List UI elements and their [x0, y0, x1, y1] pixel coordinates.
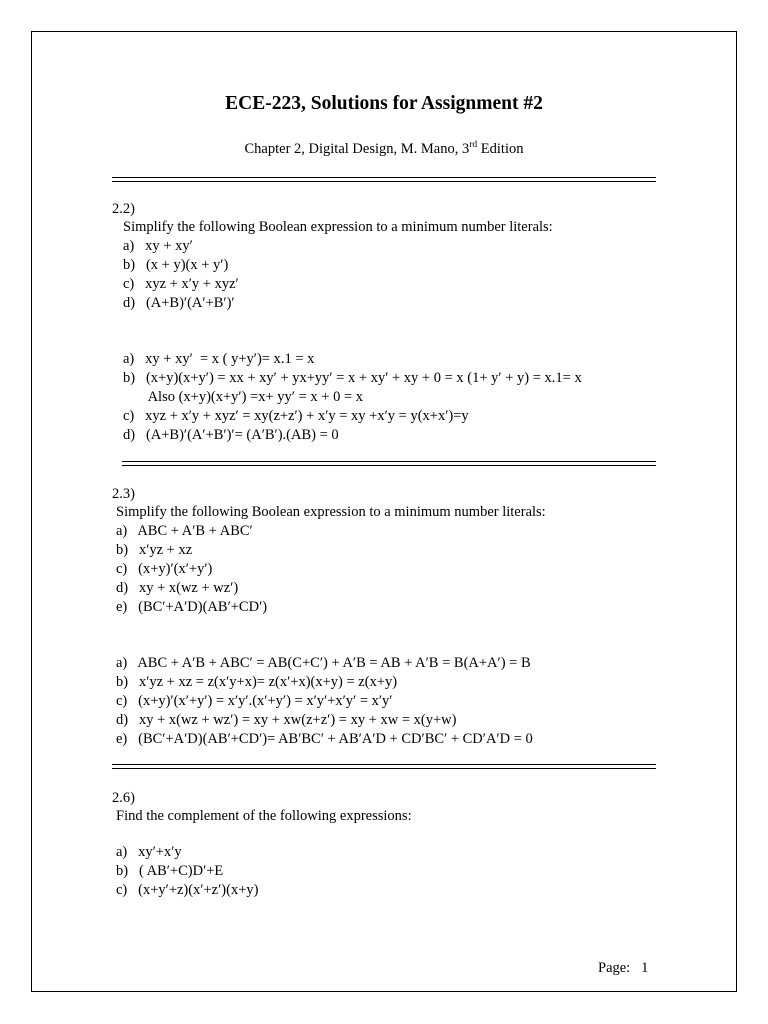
section-number: 2.6) [112, 790, 135, 806]
question-item: d) xy + x(wz + wz′) [116, 580, 239, 596]
section-prompt: Find the complement of the following expressions: [116, 808, 412, 824]
answer-item: d) xy + x(wz + wz′) = xy + xw(z+z′) = xy + xw = x(y+w) [116, 712, 457, 728]
answer-item: Also (x+y)(x+y′) =x+ yy′ = x + 0 = x [123, 389, 363, 405]
question-item: d) (A+B)′(A′+B′)′ [123, 295, 235, 311]
page-number: Page: 1 [598, 960, 649, 976]
document-title: ECE-223, Solutions for Assignment #2 [225, 93, 543, 114]
question-item: a) xy + xy′ [123, 238, 193, 254]
question-item: c) xyz + x′y + xyz′ [123, 276, 239, 292]
answer-item: c) (x+y)′(x′+y′) = x′y′.(x′+y′) = x′y′+x′y′ = x′y′ [116, 693, 393, 709]
subtitle-superscript: rd [469, 140, 478, 151]
question-item: a) ABC + A′B + ABC′ [116, 523, 253, 539]
section-number: 2.2) [112, 201, 135, 217]
answer-item: b) x′yz + xz = z(x′y+x)= z(x′+x)(x+y) = z(x+y) [116, 674, 398, 690]
answer-item: b) (x+y)(x+y′) = xx + xy′ + yx+yy′ = x + xy′ + xy + 0 = x (1+ y′ + y) = x.1= x [123, 370, 582, 386]
answer-item: a) xy + xy′ = x ( y+y′)= x.1 = x [123, 351, 315, 367]
document-subtitle [0, 141, 768, 158]
answer-item: d) (A+B)′(A′+B′)′= (A′B′).(AB) = 0 [123, 427, 339, 443]
section-number: 2.3) [112, 486, 135, 502]
question-item: a) xy′+x′y [116, 844, 182, 860]
question-item: b) ( AB′+C)D′+E [116, 863, 224, 879]
question-item: c) (x+y)′(x′+y′) [116, 561, 213, 577]
answer-item: c) xyz + x′y + xyz′ = xy(z+z′) + x′y = xy +x′y = y(x+x′)=y [123, 408, 469, 424]
answer-item: e) (BC′+A′D)(AB′+CD′)= AB′BC′ + AB′A′D + CD′BC′ + CD′A′D = 0 [116, 731, 533, 747]
answer-item: a) ABC + A′B + ABC′ = AB(C+C′) + A′B = AB + A′B = B(A+A′) = B [116, 655, 531, 671]
divider [112, 177, 656, 182]
question-item: b) x′yz + xz [116, 542, 193, 558]
question-item: b) (x + y)(x + y′) [123, 257, 229, 273]
subtitle-text: Chapter 2, Digital Design, M. Mano, 3 [244, 141, 470, 157]
divider [122, 461, 656, 466]
section-prompt: Simplify the following Boolean expression to a minimum number literals: [116, 504, 546, 520]
question-item: c) (x+y′+z)(x′+z′)(x+y) [116, 882, 259, 898]
divider [112, 764, 656, 769]
section-prompt: Simplify the following Boolean expression to a minimum number literals: [123, 219, 553, 235]
question-item: e) (BC′+A′D)(AB′+CD′) [116, 599, 268, 615]
subtitle-edition: Edition [477, 141, 524, 157]
